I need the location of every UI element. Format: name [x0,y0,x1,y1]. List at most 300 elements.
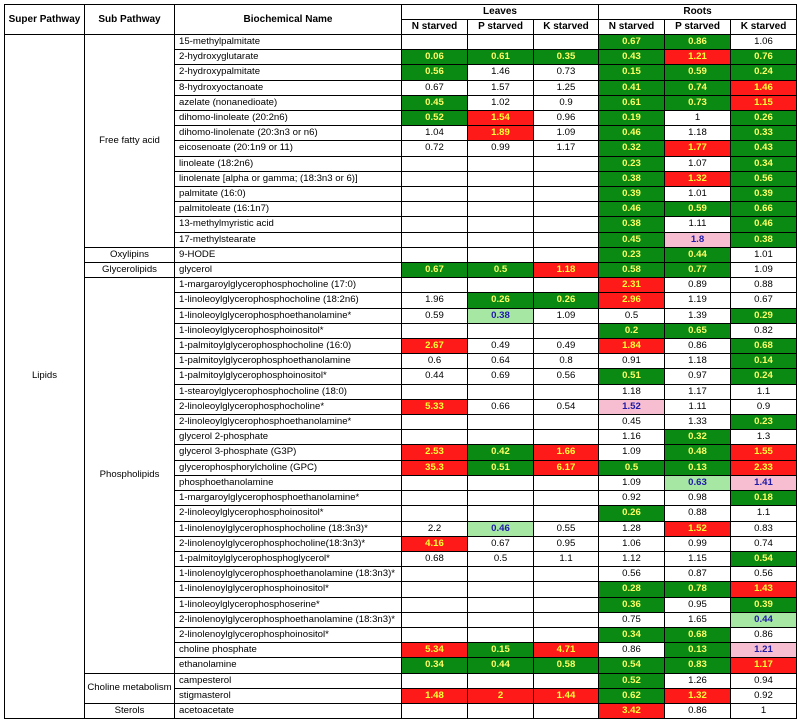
biochemical-name-cell: 2-hydroxyglutarate [175,50,402,65]
col-leaves-k: K starved [534,20,599,35]
value-cell: 0.74 [731,536,797,551]
value-cell [534,475,599,490]
value-cell: 0.33 [731,126,797,141]
value-cell [402,475,468,490]
value-cell: 5.33 [402,399,468,414]
value-cell: 1.1 [731,384,797,399]
value-cell: 0.39 [731,597,797,612]
value-cell [468,202,534,217]
value-cell: 0.82 [731,323,797,338]
value-cell [468,612,534,627]
value-cell [402,582,468,597]
value-cell: 0.67 [402,80,468,95]
biochemical-name-cell: acetoacetate [175,703,402,718]
value-cell [468,35,534,50]
value-cell: 0.63 [665,475,731,490]
value-cell: 0.46 [468,521,534,536]
value-cell: 0.67 [402,263,468,278]
value-cell: 0.56 [599,567,665,582]
value-cell [402,627,468,642]
value-cell: 0.6 [402,354,468,369]
value-cell: 0.2 [599,323,665,338]
value-cell: 1.57 [468,80,534,95]
value-cell: 0.83 [731,521,797,536]
value-cell [534,430,599,445]
value-cell [534,278,599,293]
value-cell [534,491,599,506]
value-cell: 2.2 [402,521,468,536]
table-row [5,35,797,50]
value-cell: 1 [731,703,797,718]
value-cell: 0.67 [599,35,665,50]
value-cell: 0.61 [468,50,534,65]
biochemical-name-cell: campesterol [175,673,402,688]
value-cell: 1.09 [599,445,665,460]
value-cell: 0.42 [468,445,534,460]
value-cell [468,415,534,430]
value-cell: 0.44 [468,658,534,673]
value-cell [468,703,534,718]
value-cell: 1.17 [665,384,731,399]
biochemical-name-cell: 1-linolenoylglycerophosphoethanolamine (18:3n3)* [175,567,402,582]
biochemical-name-cell: 1-linolenoylglycerophosphocholine (18:3n3)* [175,521,402,536]
col-leaves-p: P starved [468,20,534,35]
value-cell: 0.23 [731,415,797,430]
value-cell: 0.26 [468,293,534,308]
value-cell [534,415,599,430]
col-roots-p: P starved [665,20,731,35]
value-cell: 2.67 [402,339,468,354]
sub-pathway-cell: Free fatty acid [85,35,175,248]
value-cell: 3.42 [599,703,665,718]
value-cell [468,582,534,597]
value-cell [468,673,534,688]
value-cell: 0.58 [534,658,599,673]
value-cell [468,597,534,612]
value-cell: 0.88 [731,278,797,293]
value-cell: 1.41 [731,475,797,490]
biochemical-name-cell: linoleate (18:2n6) [175,156,402,171]
value-cell: 1.52 [599,399,665,414]
value-cell: 0.66 [731,202,797,217]
value-cell: 1.1 [534,551,599,566]
value-cell: 0.95 [665,597,731,612]
value-cell: 2.31 [599,278,665,293]
value-cell: 2.33 [731,460,797,475]
value-cell [534,232,599,247]
value-cell: 0.9 [534,95,599,110]
value-cell: 1.18 [665,126,731,141]
value-cell: 0.44 [402,369,468,384]
value-cell: 0.23 [599,247,665,262]
biochemical-name-cell: 1-margaroylglycerophosphocholine (17:0) [175,278,402,293]
value-cell: 0.91 [599,354,665,369]
value-cell [534,217,599,232]
value-cell: 0.68 [665,627,731,642]
value-cell [468,156,534,171]
value-cell: 0.59 [402,308,468,323]
value-cell: 0.52 [599,673,665,688]
biochemical-name-cell: dihomo-linolenate (20:3n3 or n6) [175,126,402,141]
biochemical-name-header: Biochemical Name [175,5,402,35]
value-cell: 1.09 [534,126,599,141]
value-cell: 1.09 [534,308,599,323]
value-cell: 1.15 [665,551,731,566]
value-cell: 0.55 [534,521,599,536]
value-cell: 0.13 [665,460,731,475]
value-cell: 35.3 [402,460,468,475]
leaves-header: Leaves [402,5,599,20]
value-cell: 0.9 [731,399,797,414]
value-cell [402,156,468,171]
value-cell: 1.18 [599,384,665,399]
value-cell: 1.18 [665,354,731,369]
value-cell: 0.46 [731,217,797,232]
value-cell: 0.99 [468,141,534,156]
value-cell: 0.68 [731,339,797,354]
value-cell: 0.68 [402,551,468,566]
value-cell [402,384,468,399]
value-cell [402,673,468,688]
value-cell: 0.15 [599,65,665,80]
value-cell: 1.17 [731,658,797,673]
biochemical-name-cell: dihomo-linoleate (20:2n6) [175,111,402,126]
value-cell: 1.54 [468,111,534,126]
value-cell [402,232,468,247]
value-cell [534,506,599,521]
biochemical-name-cell: 1-linolenoylglycerophosphoinositol* [175,582,402,597]
table-body [5,35,797,719]
value-cell: 1.55 [731,445,797,460]
value-cell: 0.69 [468,369,534,384]
value-cell: 0.13 [665,643,731,658]
value-cell: 1.28 [599,521,665,536]
value-cell: 0.46 [599,126,665,141]
biochemical-name-cell: 1-palmitoylglycerophosphoinositol* [175,369,402,384]
col-roots-n: N starved [599,20,665,35]
value-cell: 1.15 [731,95,797,110]
value-cell: 0.26 [731,111,797,126]
value-cell: 0.28 [599,582,665,597]
biochemical-name-cell: 1-linoleoylglycerophosphocholine (18:2n6) [175,293,402,308]
value-cell: 1.25 [534,80,599,95]
biochemical-name-cell: 17-methylstearate [175,232,402,247]
value-cell: 1.21 [731,643,797,658]
value-cell: 1.66 [534,445,599,460]
biochemical-name-cell: 8-hydroxyoctanoate [175,80,402,95]
value-cell: 1.21 [665,50,731,65]
value-cell: 0.92 [599,491,665,506]
value-cell: 0.45 [402,95,468,110]
value-cell: 0.19 [599,111,665,126]
value-cell: 0.18 [731,491,797,506]
biochemical-name-cell: 1-palmitoylglycerophosphocholine (16:0) [175,339,402,354]
value-cell: 0.36 [599,597,665,612]
value-cell: 0.97 [665,369,731,384]
value-cell: 1.01 [731,247,797,262]
value-cell: 0.88 [665,506,731,521]
value-cell: 0.78 [665,582,731,597]
value-cell: 0.86 [665,339,731,354]
value-cell: 1.01 [665,187,731,202]
value-cell [534,703,599,718]
biochemical-name-cell: 13-methylmyristic acid [175,217,402,232]
value-cell: 0.98 [665,491,731,506]
value-cell: 0.51 [599,369,665,384]
value-cell: 0.59 [665,202,731,217]
value-cell [402,187,468,202]
value-cell: 1.18 [534,263,599,278]
value-cell [534,323,599,338]
value-cell [534,35,599,50]
value-cell: 0.38 [599,217,665,232]
value-cell: 0.54 [599,658,665,673]
value-cell [402,597,468,612]
value-cell: 0.39 [731,187,797,202]
value-cell [402,247,468,262]
biochemical-name-cell: linolenate [alpha or gamma; (18:3n3 or 6)] [175,171,402,186]
biochemical-name-cell: stigmasterol [175,688,402,703]
value-cell [534,567,599,582]
biochemical-name-cell: eicosenoate (20:1n9 or 11) [175,141,402,156]
value-cell [534,247,599,262]
value-cell: 0.64 [468,354,534,369]
value-cell: 1.17 [534,141,599,156]
value-cell: 0.23 [599,156,665,171]
value-cell: 0.34 [731,156,797,171]
value-cell: 0.41 [599,80,665,95]
value-cell: 0.54 [534,399,599,414]
value-cell: 1.02 [468,95,534,110]
value-cell: 0.87 [665,567,731,582]
value-cell: 0.44 [731,612,797,627]
value-cell [402,612,468,627]
value-cell: 1.43 [731,582,797,597]
value-cell: 0.89 [665,278,731,293]
biochemical-name-cell: 9-HODE [175,247,402,262]
table-row [5,247,797,262]
value-cell: 0.62 [599,688,665,703]
value-cell: 0.56 [402,65,468,80]
value-cell: 0.77 [665,263,731,278]
value-cell: 1.96 [402,293,468,308]
table-row [5,673,797,688]
value-cell: 0.74 [665,80,731,95]
value-cell [468,187,534,202]
value-cell [468,430,534,445]
value-cell: 0.8 [534,354,599,369]
value-cell: 1.3 [731,430,797,445]
value-cell [402,217,468,232]
value-cell: 0.24 [731,369,797,384]
value-cell [468,217,534,232]
value-cell [468,627,534,642]
value-cell: 0.94 [731,673,797,688]
sub-pathway-cell: Choline metabolism [85,673,175,703]
value-cell [468,567,534,582]
value-cell: 1.09 [599,475,665,490]
value-cell: 0.06 [402,50,468,65]
value-cell: 0.92 [731,688,797,703]
biochemical-name-cell: 1-margaroylglycerophosphoethanolamine* [175,491,402,506]
value-cell: 0.76 [731,50,797,65]
sub-pathway-cell: Oxylipins [85,247,175,262]
value-cell: 0.45 [599,232,665,247]
value-cell: 0.26 [599,506,665,521]
value-cell [534,187,599,202]
value-cell: 0.83 [665,658,731,673]
value-cell: 0.95 [534,536,599,551]
value-cell: 5.34 [402,643,468,658]
value-cell: 0.51 [468,460,534,475]
value-cell [534,202,599,217]
biochemical-name-cell: palmitate (16:0) [175,187,402,202]
biochemical-name-cell: 15-methylpalmitate [175,35,402,50]
biochemical-name-cell: phosphoethanolamine [175,475,402,490]
value-cell: 0.56 [731,567,797,582]
value-cell: 0.67 [468,536,534,551]
value-cell: 1.84 [599,339,665,354]
value-cell: 0.86 [665,703,731,718]
col-leaves-n: N starved [402,20,468,35]
value-cell: 1.77 [665,141,731,156]
value-cell: 0.52 [402,111,468,126]
value-cell [534,156,599,171]
biochemical-name-cell: 2-linoleoylglycerophosphocholine* [175,399,402,414]
value-cell: 0.58 [599,263,665,278]
value-cell [534,384,599,399]
value-cell: 0.45 [599,415,665,430]
biochemical-name-cell: 2-hydroxypalmitate [175,65,402,80]
value-cell: 0.56 [731,171,797,186]
value-cell: 1.16 [599,430,665,445]
sub-pathway-cell: Phospholipids [85,278,175,673]
value-cell: 0.34 [402,658,468,673]
value-cell: 1.89 [468,126,534,141]
value-cell: 2.96 [599,293,665,308]
value-cell [402,35,468,50]
value-cell [402,415,468,430]
value-cell: 0.66 [468,399,534,414]
value-cell [402,202,468,217]
value-cell: 1.06 [599,536,665,551]
value-cell: 0.24 [731,65,797,80]
value-cell: 0.54 [731,551,797,566]
value-cell: 0.75 [599,612,665,627]
value-cell: 0.73 [534,65,599,80]
value-cell [402,171,468,186]
sub-pathway-cell: Glycerolipids [85,263,175,278]
value-cell: 0.86 [665,35,731,50]
value-cell: 1.19 [665,293,731,308]
value-cell: 1 [665,111,731,126]
col-roots-k: K starved [731,20,797,35]
value-cell [468,232,534,247]
value-cell [402,703,468,718]
value-cell [402,323,468,338]
value-cell [534,612,599,627]
biochemical-name-cell: 2-linoleoylglycerophosphoethanolamine* [175,415,402,430]
value-cell: 1.12 [599,551,665,566]
value-cell: 0.5 [468,263,534,278]
value-cell: 2 [468,688,534,703]
value-cell: 0.32 [665,430,731,445]
value-cell: 0.5 [599,460,665,475]
data-table [4,4,797,719]
value-cell: 0.59 [665,65,731,80]
value-cell: 1.48 [402,688,468,703]
value-cell: 0.72 [402,141,468,156]
value-cell: 1.11 [665,217,731,232]
value-cell: 4.16 [402,536,468,551]
biochemical-name-cell: 2-linolenoylglycerophosphoethanolamine (18:3n3)* [175,612,402,627]
biochemical-name-cell: 2-linolenoylglycerophosphocholine(18:3n3)* [175,536,402,551]
value-cell: 0.73 [665,95,731,110]
biochemical-name-cell: 2-linolenoylglycerophosphoinositol* [175,627,402,642]
value-cell: 0.99 [665,536,731,551]
biochemical-name-cell: choline phosphate [175,643,402,658]
table-row [5,278,797,293]
value-cell: 0.38 [599,171,665,186]
value-cell: 0.14 [731,354,797,369]
value-cell: 2.53 [402,445,468,460]
value-cell: 0.48 [665,445,731,460]
biochemical-name-cell: glycerol 2-phosphate [175,430,402,445]
biochemical-name-cell: azelate (nonanedioate) [175,95,402,110]
value-cell: 1.52 [665,521,731,536]
value-cell [468,475,534,490]
value-cell: 0.49 [468,339,534,354]
biochemical-name-cell: ethanolamine [175,658,402,673]
value-cell [534,673,599,688]
value-cell: 0.5 [599,308,665,323]
value-cell: 1.46 [731,80,797,95]
value-cell: 0.43 [599,50,665,65]
value-cell: 1.8 [665,232,731,247]
value-cell: 1.46 [468,65,534,80]
value-cell [534,627,599,642]
value-cell [468,171,534,186]
value-cell: 0.61 [599,95,665,110]
sub-pathway-header: Sub Pathway [85,5,175,35]
value-cell [402,567,468,582]
roots-header: Roots [599,5,797,20]
value-cell: 0.38 [731,232,797,247]
value-cell: 6.17 [534,460,599,475]
value-cell: 0.67 [731,293,797,308]
biochemical-name-cell: 1-palmitoylglycerophosphoglycerol* [175,551,402,566]
value-cell [468,323,534,338]
value-cell: 1.33 [665,415,731,430]
biochemical-name-cell: 1-palmitoylglycerophosphoethanolamine [175,354,402,369]
value-cell [468,506,534,521]
value-cell [468,278,534,293]
super-pathway-header: Super Pathway [5,5,85,35]
value-cell [534,171,599,186]
value-cell: 1.1 [731,506,797,521]
value-cell: 0.32 [599,141,665,156]
biochemical-name-cell: 1-linoleoylglycerophosphoethanolamine* [175,308,402,323]
biochemical-name-cell: glycerol 3-phosphate (G3P) [175,445,402,460]
value-cell: 0.15 [468,643,534,658]
value-cell: 1.07 [665,156,731,171]
value-cell: 0.49 [534,339,599,354]
value-cell: 0.34 [599,627,665,642]
value-cell: 4.71 [534,643,599,658]
value-cell [402,430,468,445]
value-cell: 0.26 [534,293,599,308]
value-cell [534,597,599,612]
